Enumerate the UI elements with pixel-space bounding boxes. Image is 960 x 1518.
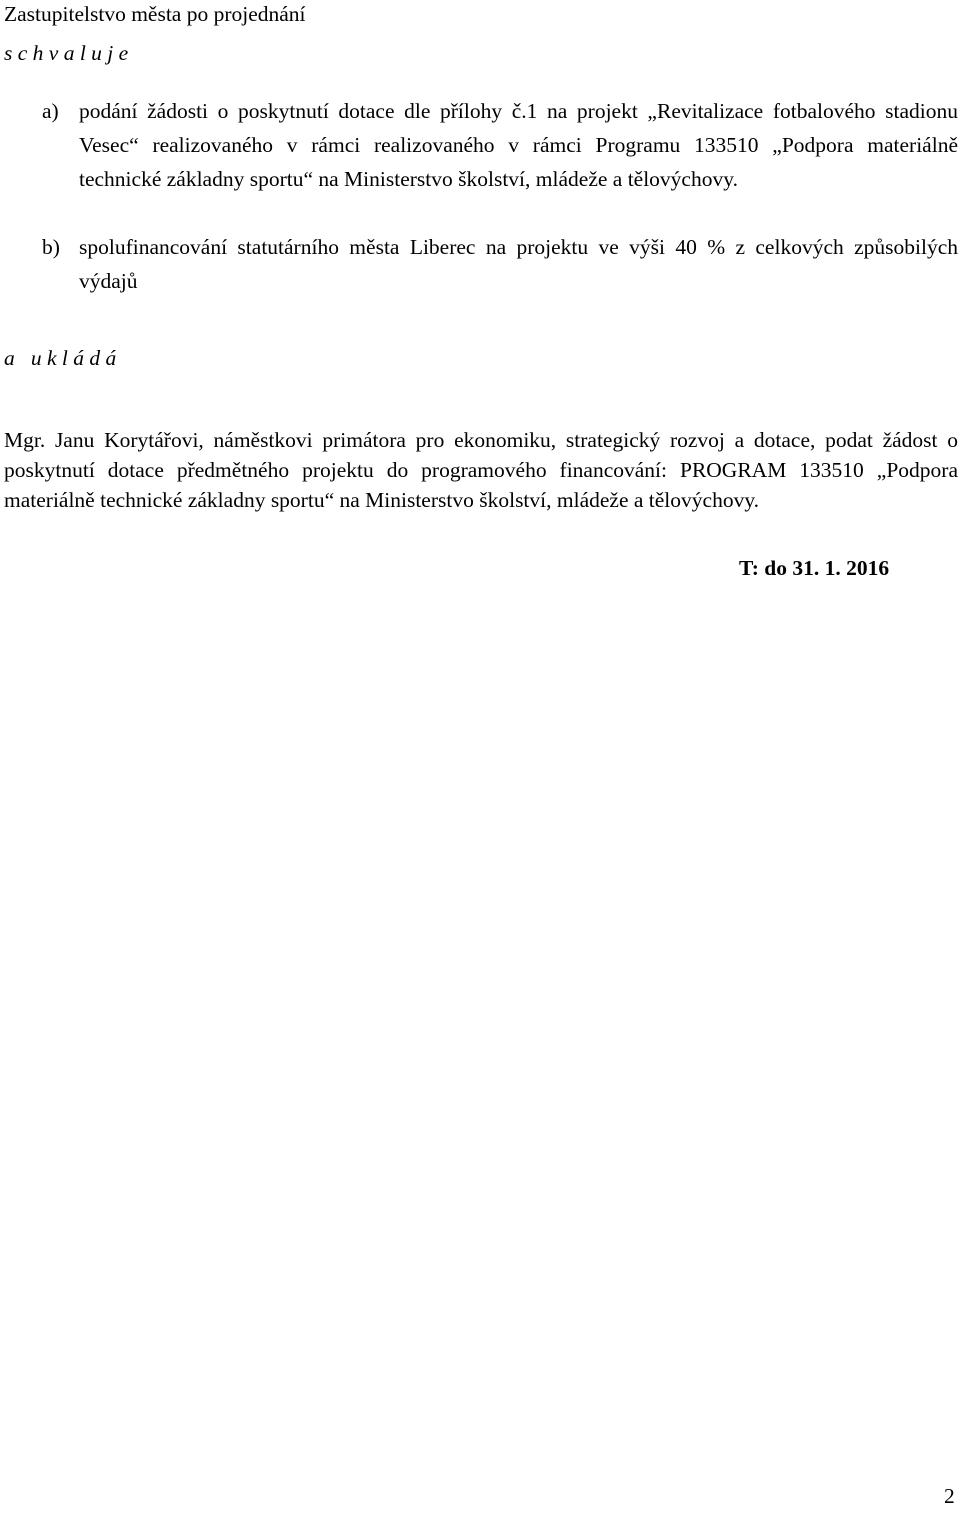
approval-text: spolufinancování statutárního města Liberec na projektu ve výši 40 % z celkových způsobilých výdajů: [79, 235, 958, 293]
page-number: 2: [944, 1484, 955, 1508]
list-marker: b): [42, 235, 60, 259]
task-paragraph: Mgr. Janu Korytářovi, náměstkovi primátora pro ekonomiku, strategický rozvoj a dotace, podat žádost o poskytnutí dotace předmětného projektu do programového financování: PROGRAM 133510 „Podpora materiálně technické základny sportu“ na Ministerstvo školství, mládeže a tělovýchovy.: [4, 428, 958, 512]
uklada-heading: a u k l á d á: [4, 346, 117, 370]
deadline-text: T: do 31. 1. 2016: [739, 556, 890, 580]
schvaluje-heading: s c h v a l u j e: [4, 41, 129, 65]
approval-text: podání žádosti o poskytnutí dotace dle přílohy č.1 na projekt „Revitalizace fotbalového stadionu Vesec“ realizovaného v rámci realizovaného v rámci Programu 133510 „Podpora materiálně technické základny sportu“ na Ministerstvo školství, mládeže a tělovýchovy.: [79, 99, 958, 191]
list-marker: a): [42, 99, 59, 123]
intro-text: Zastupitelstvo města po projednání: [4, 2, 306, 26]
